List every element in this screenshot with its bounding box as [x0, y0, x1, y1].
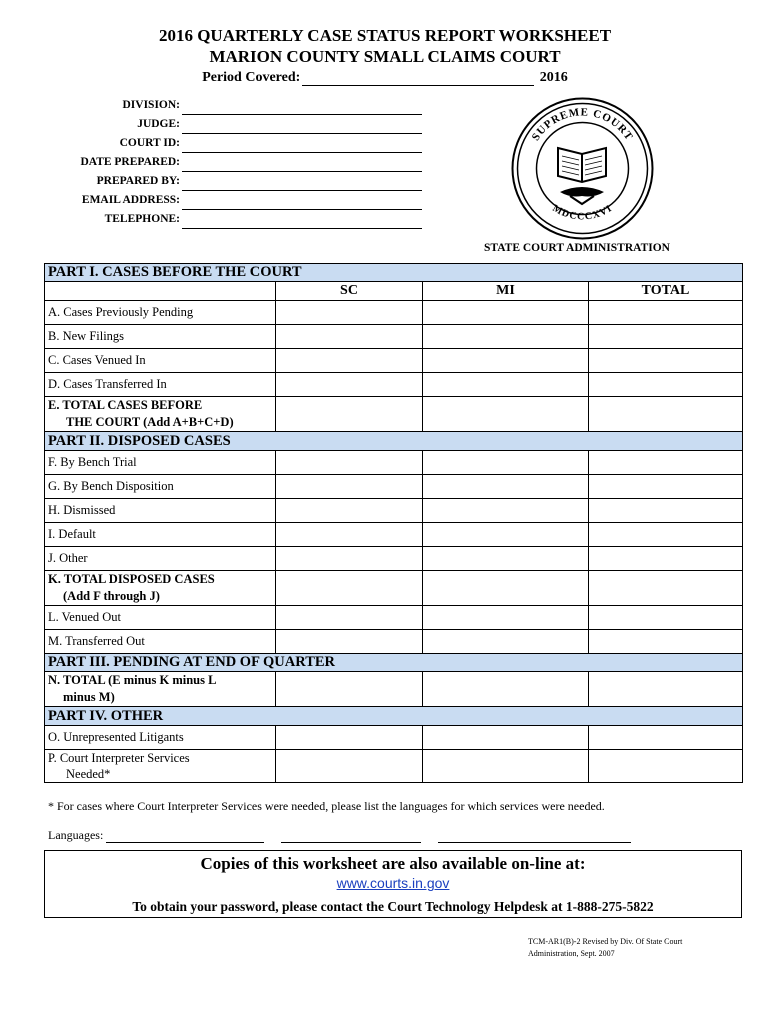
- mi-cell[interactable]: [423, 301, 589, 325]
- online-info-box: [44, 850, 742, 918]
- prepared-by-label: PREPARED BY:: [96, 175, 180, 187]
- sc-cell[interactable]: [276, 397, 423, 432]
- row-label-line: E. TOTAL CASES BEFORE: [48, 398, 203, 412]
- sc-cell[interactable]: [276, 547, 423, 571]
- court-id-field[interactable]: [40, 135, 420, 154]
- prepared-by-input-line[interactable]: [182, 190, 422, 191]
- sc-cell[interactable]: [276, 606, 423, 630]
- mi-cell[interactable]: [423, 325, 589, 349]
- row-label: G. By Bench Disposition: [45, 475, 276, 499]
- division-input-line[interactable]: [182, 114, 422, 115]
- indiana-supreme-court-seal: [510, 96, 655, 241]
- part2-header: PART II. DISPOSED CASES: [45, 432, 743, 451]
- mi-cell[interactable]: [423, 397, 589, 432]
- total-cell[interactable]: [589, 672, 743, 707]
- row-label-total-before: [45, 397, 276, 432]
- date-prepared-label: DATE PREPARED:: [80, 156, 180, 168]
- mi-cell[interactable]: [423, 349, 589, 373]
- row-label-line: (Add F through J): [63, 589, 160, 603]
- row-label-line: THE COURT (Add A+B+C+D): [66, 415, 234, 429]
- column-header-row: [45, 282, 743, 301]
- total-cell[interactable]: [589, 547, 743, 571]
- sc-cell[interactable]: [276, 499, 423, 523]
- table-row: [45, 547, 743, 571]
- courts-website-link[interactable]: www.courts.in.gov: [336, 875, 450, 891]
- row-label-line: N. TOTAL (E minus K minus L: [48, 673, 217, 687]
- mi-cell[interactable]: [423, 499, 589, 523]
- sc-cell[interactable]: [276, 750, 423, 783]
- language-input-1[interactable]: [106, 830, 264, 843]
- sc-cell[interactable]: [276, 630, 423, 654]
- language-input-3[interactable]: [438, 830, 631, 843]
- total-cell[interactable]: [589, 523, 743, 547]
- table-row: [45, 475, 743, 499]
- mi-cell[interactable]: [423, 451, 589, 475]
- table-row: [45, 325, 743, 349]
- case-status-table: [44, 263, 743, 783]
- mi-cell[interactable]: [423, 475, 589, 499]
- col-total-header: TOTAL: [589, 282, 743, 301]
- page-subtitle: MARION COUNTY SMALL CLAIMS COURT: [209, 47, 561, 66]
- mi-cell[interactable]: [423, 571, 589, 606]
- interpreter-note: * For cases where Court Interpreter Services were needed, please list the languages for which services were needed.: [48, 799, 605, 813]
- row-label-line: Needed*: [66, 767, 111, 781]
- row-label: I. Default: [45, 523, 276, 547]
- period-year: 2016: [539, 70, 568, 85]
- state-court-administration: STATE COURT ADMINISTRATION: [484, 242, 670, 254]
- judge-label: JUDGE:: [137, 118, 180, 130]
- sc-cell[interactable]: [276, 349, 423, 373]
- table-row: [45, 750, 743, 783]
- part4-header: PART IV. OTHER: [45, 707, 743, 726]
- row-label: F. By Bench Trial: [45, 451, 276, 475]
- row-label-pending-total: [45, 672, 276, 707]
- total-cell[interactable]: [589, 451, 743, 475]
- table-row: [45, 397, 743, 432]
- total-cell[interactable]: [589, 301, 743, 325]
- col-sc-header: SC: [276, 282, 423, 301]
- helpdesk-note: To obtain your password, please contact the Court Technology Helpdesk at 1-888-275-5822: [132, 899, 654, 914]
- languages-label: Languages:: [48, 828, 104, 842]
- sc-cell[interactable]: [276, 672, 423, 707]
- row-label-line: P. Court Interpreter Services: [48, 751, 190, 765]
- row-label: O. Unrepresented Litigants: [45, 726, 276, 750]
- row-label-total-disposed: [45, 571, 276, 606]
- table-row: [45, 726, 743, 750]
- mi-cell[interactable]: [423, 750, 589, 783]
- part1-header: PART I. CASES BEFORE THE COURT: [45, 264, 743, 282]
- sc-cell[interactable]: [276, 451, 423, 475]
- telephone-field[interactable]: [40, 211, 420, 230]
- judge-field[interactable]: [40, 116, 420, 135]
- row-label-header: [45, 282, 276, 301]
- row-label-interpreter: [45, 750, 276, 783]
- telephone-input-line[interactable]: [182, 228, 422, 229]
- sc-cell[interactable]: [276, 373, 423, 397]
- total-cell[interactable]: [589, 571, 743, 606]
- table-row: [45, 523, 743, 547]
- total-cell[interactable]: [589, 606, 743, 630]
- seal-year-text: MDCCCXVI: [550, 202, 615, 223]
- table-row: [45, 630, 743, 654]
- email-field[interactable]: [40, 192, 420, 211]
- judge-input-line[interactable]: [182, 133, 422, 134]
- sc-cell[interactable]: [276, 301, 423, 325]
- total-cell[interactable]: [589, 475, 743, 499]
- table-row: [45, 349, 743, 373]
- mi-cell[interactable]: [423, 523, 589, 547]
- language-input-2[interactable]: [281, 830, 421, 843]
- sc-cell[interactable]: [276, 475, 423, 499]
- period-input-line[interactable]: [302, 72, 534, 86]
- footer-line-2: Administration, Sept. 2007: [528, 949, 615, 958]
- total-cell[interactable]: [589, 325, 743, 349]
- mi-cell[interactable]: [423, 630, 589, 654]
- form-footer: [528, 936, 682, 960]
- sc-cell[interactable]: [276, 523, 423, 547]
- court-id-input-line[interactable]: [182, 152, 422, 153]
- date-prepared-input-line[interactable]: [182, 171, 422, 172]
- mi-cell[interactable]: [423, 726, 589, 750]
- telephone-label: TELEPHONE:: [104, 213, 180, 225]
- row-label-line: minus M): [63, 690, 115, 704]
- row-label-line: K. TOTAL DISPOSED CASES: [48, 572, 215, 586]
- mi-cell[interactable]: [423, 672, 589, 707]
- table-row: [45, 499, 743, 523]
- seal-top-text: SUPREME COURT: [529, 106, 636, 144]
- mi-cell[interactable]: [423, 606, 589, 630]
- footer-line-1: TCM-AR1(B)-2 Revised by Div. Of State Court: [528, 937, 683, 946]
- period-label: Period Covered:: [202, 70, 301, 85]
- period-covered: [0, 70, 770, 86]
- languages-row: [48, 828, 631, 843]
- col-mi-header: MI: [423, 282, 589, 301]
- mi-cell[interactable]: [423, 547, 589, 571]
- total-cell[interactable]: [589, 499, 743, 523]
- total-cell[interactable]: [589, 373, 743, 397]
- total-cell[interactable]: [589, 349, 743, 373]
- table-row: [45, 606, 743, 630]
- row-label: B. New Filings: [45, 325, 276, 349]
- total-cell[interactable]: [589, 726, 743, 750]
- table-row: [45, 451, 743, 475]
- date-prepared-field[interactable]: [40, 154, 420, 173]
- table-row: [45, 571, 743, 606]
- table-row: [45, 373, 743, 397]
- mi-cell[interactable]: [423, 373, 589, 397]
- sc-cell[interactable]: [276, 325, 423, 349]
- email-input-line[interactable]: [182, 209, 422, 210]
- table-row: [45, 301, 743, 325]
- sc-cell[interactable]: [276, 726, 423, 750]
- email-label: EMAIL ADDRESS:: [81, 194, 180, 206]
- row-label: D. Cases Transferred In: [45, 373, 276, 397]
- row-label: H. Dismissed: [45, 499, 276, 523]
- page-title: 2016 QUARTERLY CASE STATUS REPORT WORKSHEET: [158, 26, 612, 45]
- total-cell[interactable]: [589, 630, 743, 654]
- table-row: [45, 672, 743, 707]
- row-label: A. Cases Previously Pending: [45, 301, 276, 325]
- prepared-by-field[interactable]: [40, 173, 420, 192]
- row-label: C. Cases Venued In: [45, 349, 276, 373]
- row-label: L. Venued Out: [45, 606, 276, 630]
- row-label: J. Other: [45, 547, 276, 571]
- total-cell[interactable]: [589, 750, 743, 783]
- division-field[interactable]: [40, 97, 420, 116]
- court-id-label: COURT ID:: [119, 137, 180, 149]
- row-label: M. Transferred Out: [45, 630, 276, 654]
- division-label: DIVISION:: [122, 99, 180, 111]
- sc-cell[interactable]: [276, 571, 423, 606]
- total-cell[interactable]: [589, 397, 743, 432]
- online-heading: Copies of this worksheet are also available on-line at:: [200, 854, 586, 873]
- part3-header: PART III. PENDING AT END OF QUARTER: [45, 654, 743, 672]
